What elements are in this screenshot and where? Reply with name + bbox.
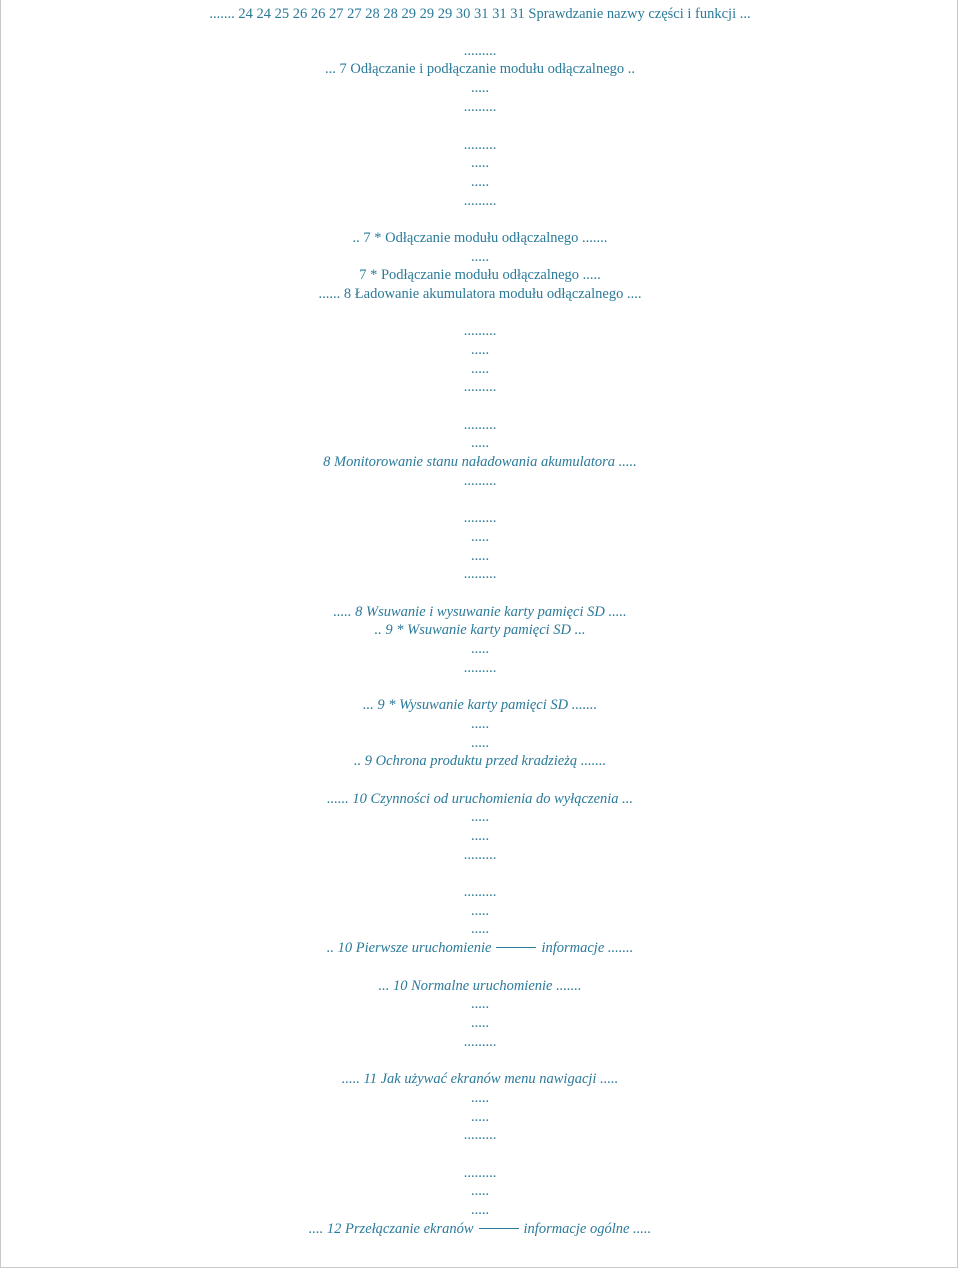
toc-line [1, 659, 959, 677]
toc-line [1, 883, 959, 901]
toc-line [1, 734, 959, 752]
toc-leader: ..... [470, 155, 490, 171]
toc-line [1, 98, 959, 116]
toc-leader: ......... [463, 510, 497, 526]
toc-line [1, 846, 959, 864]
toc-leader: ..... [470, 735, 490, 751]
toc-line [1, 547, 959, 565]
toc-line [1, 995, 959, 1013]
toc-line [1, 472, 959, 490]
toc-leader: ......... [463, 99, 497, 115]
toc-line [1, 60, 959, 78]
toc-leader: ..... [470, 435, 490, 451]
toc-entry-text: ...... 10 Czynności od uruchomienia do wyłączenia ... [326, 791, 634, 807]
toc-entry-text: ... 7 Odłączanie i podłączanie modułu odłączalnego .. [324, 61, 635, 77]
toc-line [1, 902, 959, 920]
toc-line [1, 378, 959, 396]
toc-line [1, 154, 959, 172]
toc-leader: ..... [470, 529, 490, 545]
toc-line [1, 248, 959, 266]
toc-line [1, 229, 959, 247]
toc-line [1, 640, 959, 658]
toc-leader: ......... [463, 1127, 497, 1143]
toc-entry-text: ....... 24 24 25 26 26 27 27 28 28 29 29 29 30 31 31 31 Sprawdzanie nazwy części i funkcji ... [209, 6, 751, 22]
toc-leader: ......... [463, 847, 497, 863]
toc-entry-text: ..... 11 Jak używać ekranów menu nawigacji ..... [341, 1071, 619, 1087]
toc-entry-text: ...... 8 Ładowanie akumulatora modułu odłączalnego .... [318, 286, 642, 302]
toc-entry-text: informacje ogólne ..... [523, 1221, 652, 1237]
toc-leader: ......... [463, 379, 497, 395]
toc-line [1, 752, 959, 770]
toc-line [1, 1033, 959, 1051]
toc-leader: ..... [470, 249, 490, 265]
toc-line [1, 1089, 959, 1107]
toc-line [1, 1070, 959, 1088]
toc-entry-text: 7 * Podłączanie modułu odłączalnego ..... [359, 267, 601, 283]
toc-leader: ......... [463, 566, 497, 582]
toc-line [1, 1108, 959, 1126]
toc-line [1, 509, 959, 527]
toc-leader: ......... [463, 473, 497, 489]
toc-line [1, 322, 959, 340]
toc-line [1, 1014, 959, 1032]
toc-entry-text: .. 9 * Wsuwanie karty pamięci SD ... [374, 622, 586, 638]
toc-line [1, 827, 959, 845]
toc-leader: ..... [470, 342, 490, 358]
toc-line [1, 42, 959, 60]
toc-line [1, 528, 959, 546]
toc-leader: ..... [470, 1090, 490, 1106]
toc-line [1, 434, 959, 452]
toc-entry-text: .... 12 Przełączanie ekranów [308, 1221, 474, 1237]
toc-line [1, 79, 959, 97]
toc-leader: ......... [463, 417, 497, 433]
toc-line [1, 808, 959, 826]
toc-leader: ......... [463, 137, 497, 153]
toc-entry-text: informacje ....... [541, 940, 634, 956]
em-dash-separator [496, 947, 536, 948]
toc-line [1, 715, 959, 733]
toc-leader: ......... [463, 323, 497, 339]
toc-line [1, 565, 959, 583]
toc-leader: ..... [470, 716, 490, 732]
toc-line [1, 416, 959, 434]
toc-leader: ..... [470, 1183, 490, 1199]
toc-leader: ..... [470, 1202, 490, 1218]
toc-leader: ......... [463, 1034, 497, 1050]
toc-entry-text: .. 7 * Odłączanie modułu odłączalnego ....... [352, 230, 608, 246]
toc-leader: ......... [463, 660, 497, 676]
toc-line [1, 1201, 959, 1219]
toc-leader: ..... [470, 921, 490, 937]
toc-leader: ..... [470, 903, 490, 919]
toc-line [1, 136, 959, 154]
toc-line [1, 1182, 959, 1200]
toc-leader: ..... [470, 80, 490, 96]
em-dash-separator [479, 1228, 519, 1229]
toc-leader: ..... [470, 548, 490, 564]
toc-line [1, 453, 959, 471]
toc-line [1, 5, 959, 23]
toc-leader: ......... [463, 884, 497, 900]
toc-line [1, 790, 959, 808]
toc-line [1, 341, 959, 359]
toc-line [1, 1220, 959, 1238]
toc-entry-text: .. 9 Ochrona produktu przed kradzieżą ....... [353, 753, 607, 769]
toc-leader: ..... [470, 174, 490, 190]
toc-line [1, 192, 959, 210]
toc-line [1, 360, 959, 378]
toc-line [1, 1164, 959, 1182]
toc-entry-text: ..... 8 Wsuwanie i wysuwanie karty pamięci SD ..... [333, 604, 627, 620]
toc-entry-text: .. 10 Pierwsze uruchomienie [326, 940, 492, 956]
toc-leader: ..... [470, 828, 490, 844]
toc-leader: ..... [470, 1109, 490, 1125]
toc-leader: ..... [470, 996, 490, 1012]
toc-entry-text: ... 9 * Wysuwanie karty pamięci SD ....... [362, 697, 598, 713]
toc-line [1, 920, 959, 938]
toc-leader: ..... [470, 641, 490, 657]
toc-line [1, 977, 959, 995]
toc-line [1, 1126, 959, 1144]
toc-entry-text: ... 10 Normalne uruchomienie ....... [378, 978, 582, 994]
toc-leader: ..... [470, 361, 490, 377]
toc-line [1, 285, 959, 303]
toc-line [1, 621, 959, 639]
toc-leader: ......... [463, 193, 497, 209]
toc-entry-text: 8 Monitorowanie stanu naładowania akumulatora ..... [323, 454, 637, 470]
toc-line [1, 696, 959, 714]
toc-leader: ......... [463, 43, 497, 59]
toc-line [1, 939, 959, 957]
toc-leader: ..... [470, 809, 490, 825]
toc-leader: ......... [463, 1165, 497, 1181]
toc-line [1, 266, 959, 284]
toc-line [1, 173, 959, 191]
toc-line [1, 603, 959, 621]
toc-leader: ..... [470, 1015, 490, 1031]
